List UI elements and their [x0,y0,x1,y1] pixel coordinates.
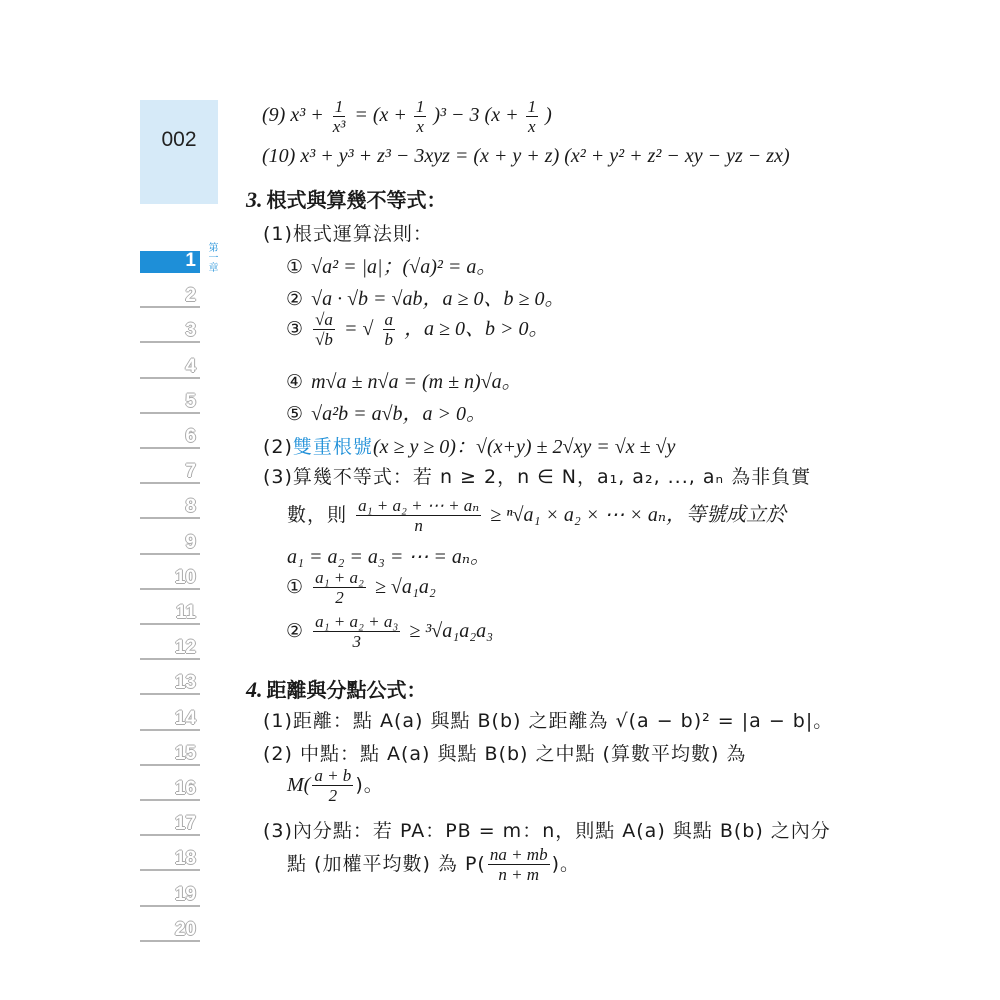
chapter-tab-13[interactable] [140,673,200,695]
section-3-heading: 3. 根式與算幾不等式： [246,187,447,212]
chapter-tab-1[interactable] [140,251,200,273]
subsection-3-3-line-3: a₁ = a₂ = a₃ = ⋯ = aₙ。 [287,546,490,568]
subsection-4-1: (1)距離：點 A(a) 與點 B(b) 之距離為 √(a − b)² = |a − b|。 [263,710,834,732]
rule-2: ② √a · √b = √ab，a ≥ 0、b ≥ 0。 [286,288,565,310]
chapter-tab-3[interactable] [140,321,200,343]
subsection-3-2: (2)雙重根號(x ≥ y ≥ 0)：√(x+y) ± 2√xy = √x ± √y [263,436,676,458]
page-number: 002 [161,128,197,151]
rule-4: ④ m√a ± n√a = (m ± n)√a。 [286,371,522,393]
chapter-tab-label: 3 [185,320,196,342]
chapter-tab-5[interactable] [140,392,200,414]
subsection-4-3-line-1: (3)內分點：若 PA：PB = m：n，則點 A(a) 與點 B(b) 之內分 [263,820,831,842]
subsection-4-2-line-2: M( $\frac{a + b}{2}$ )。 [287,766,384,805]
rule-5: ⑤ √a²b = a√b，a > 0。 [286,403,487,425]
chapter-tab-19[interactable] [140,885,200,907]
chapter-tab-16[interactable] [140,779,200,801]
chapter-tab-label: 5 [185,390,196,412]
section-4-heading: 4. 距離與分點公式： [246,677,427,702]
formula-9: (9) x³ + $\frac{1}{\text{x³}}$ = (x + $\frac{1}{x}$ )³ − 3 (x + $\frac{1}{x}$ ) [262,97,552,136]
chapter-tab-label: 11 [175,602,196,623]
formula-10: (10) x³ + y³ + z³ − 3xyz = (x + y + z) (x² + y² + z² − xy − yz − zx) [262,145,790,167]
chapter-tab-8[interactable] [140,497,200,519]
am-gm-case-1: ① $\frac{\text{a₁ + a₂}}{2}$ ≥ √a₁a₂ [286,568,436,607]
chapter-tab-label: 6 [185,426,196,447]
chapter-tab-label: 2 [185,285,196,307]
chapter-tab-label: 19 [174,883,196,905]
chapter-tab-18[interactable] [140,849,200,871]
chapter-tab-11[interactable] [140,603,200,625]
subsection-3-1: (1)根式運算法則： [263,223,433,245]
chapter-tab-9[interactable] [140,533,200,555]
page-number-box [140,100,218,204]
chapter-label: 第一章 [206,242,217,272]
chapter-tab-label: 7 [185,461,196,483]
chapter-tab-7[interactable] [140,462,200,484]
chapter-tab-15[interactable] [140,744,200,766]
double-radical-term: 雙重根號 [292,436,373,458]
am-gm-case-2: ② $\frac{\text{a₁ + a₂ + a₃}}{3}$ ≥ ³√a₁a₂a₃ [286,612,494,651]
chapter-tab-6[interactable] [140,427,200,449]
chapter-tab-label: 15 [174,742,196,764]
chapter-tab-label: 18 [174,848,196,870]
chapter-tab-20[interactable] [140,920,200,942]
subsection-4-3-line-2: 點 (加權平均數) 為 P( $\frac{na + mb}{n + m}$ )。 [287,845,580,884]
chapter-tab-label: 4 [185,355,196,377]
chapter-tab-label: 16 [174,778,196,799]
rule-3: ③ $\frac{√a}{√b}$ = √ $\frac{a}{b}$ ，a ≥ 0、b > 0。 [286,310,549,349]
chapter-tab-label: 13 [174,672,196,694]
chapter-tab-label: 9 [185,531,196,553]
chapter-tab-10[interactable] [140,568,200,590]
chapter-tab-label: 8 [185,496,196,518]
chapter-tab-label: 14 [174,707,196,729]
chapter-tab-label: 20 [174,918,196,940]
chapter-tab-label: 12 [174,637,196,659]
subsection-3-3-line-2: 數，則 $\frac{\text{a₁ + a₂ + ⋯ + aₙ}}{n}$ ≥ ⁿ√a₁ × a₂ × ⋯ × aₙ，等號成立於 [287,496,786,535]
subsection-3-3-line-1: (3)算幾不等式：若 n ≥ 2，n ∈ N，a₁, a₂, ..., aₙ 為非負實 [263,466,812,488]
chapter-tab-2[interactable] [140,286,200,308]
chapter-tab-14[interactable] [140,709,200,731]
subsection-4-2-line-1: (2) 中點：點 A(a) 與點 B(b) 之中點 (算數平均數) 為 [263,743,747,765]
chapter-tab-4[interactable] [140,357,200,379]
chapter-tab-label: 10 [174,566,196,588]
chapter-tab-12[interactable] [140,638,200,660]
chapter-tab-label: 17 [174,813,196,835]
chapter-tab-17[interactable] [140,814,200,836]
chapter-tab-label: 1 [185,250,196,271]
rule-1: ① √a² = |a|；(√a)² = a。 [286,256,497,278]
